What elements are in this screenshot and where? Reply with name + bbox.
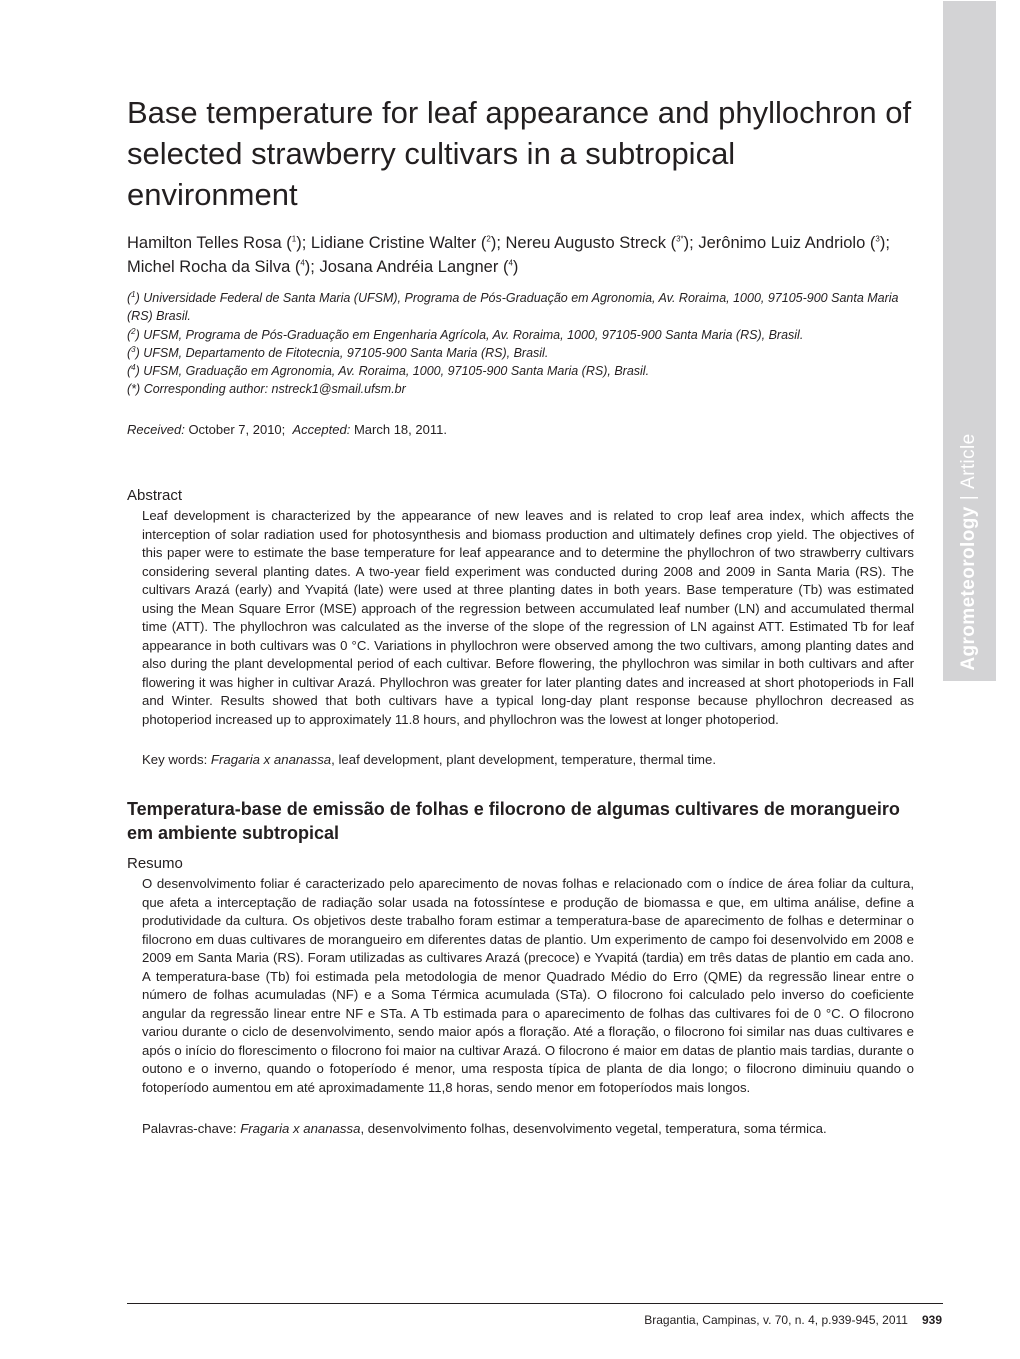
received-accepted-dates bbox=[127, 421, 914, 439]
abstract-body: Leaf development is characterized by the appearance of new leaves and is related to crop leaf area index, which affects the interception of solar radiation used for photosynthesis and biomass production and ultimately defines crop yield. The objectives of this paper were to estimate the base temperature for leaf appearance and to determine the phyllochron of two strawberry cultivars considering several planting dates. A two-year field experiment was conducted during 2008 and 2009 in Santa Maria (RS). The cultivars Arazá (early) and Yvapitá (late) were used at three planting dates in both years. Base temperature (Tb) was estimated using the Mean Square Error (MSE) approach of the regression between accumulated leaf number (LN) and accumulated thermal time (ATT). The phyllochron was calculated as the inverse of the slope of the regression of LN against ATT. Estimated Tb for leaf appearance in both cultivars was 0 °C. Variations in phyllochron were observed among the two cultivars, among planting dates and also during the plant developmental period of each cultivar. Before flowering, the phyllochron was similar in both cultivars and after flowering it was higher in cultivar Arazá. Phyllochron was greater for later planting dates and increased at short photoperiods in Fall and Winter. Results showed that both cultivars have a typical long-day plant response because phyllochron decreased as photoperiod increased up to approximately 11.8 hours, and phyllochron was the lowest at longer photoperiod. bbox=[142, 508, 914, 727]
author-separator: ; bbox=[301, 234, 311, 252]
affiliation-text: UFSM, Graduação em Agronomia, Av. Roraima, 1000, 97105-900 Santa Maria (RS), Brasil. bbox=[143, 364, 650, 379]
accepted-date: March 18, 2011. bbox=[353, 422, 447, 437]
author: Michel Rocha da Silva bbox=[127, 258, 291, 276]
section-label-main: Agrometeorology bbox=[958, 506, 979, 671]
palavras-chave-species: Fragaria x ananassa bbox=[240, 1121, 361, 1136]
corresponding-author: Corresponding author: nstreck1@smail.ufsm.br bbox=[143, 382, 406, 397]
section-label-type: Article bbox=[958, 433, 979, 489]
affiliation-mark: 2 bbox=[131, 326, 136, 336]
received-date: October 7, 2010; bbox=[188, 422, 286, 437]
keywords-list: , leaf development, plant development, temperature, thermal time. bbox=[331, 752, 716, 767]
author-affil-mark: 3 bbox=[875, 234, 880, 244]
page-number: 939 bbox=[921, 1313, 942, 1327]
keywords bbox=[142, 751, 914, 769]
affiliation-mark: 4 bbox=[131, 363, 136, 373]
palavras-chave-label: Palavras-chave: bbox=[142, 1121, 237, 1136]
resumo-body: O desenvolvimento foliar é caracterizado pelo aparecimento de novas folhas e relacionado com o índice de área foliar da cultura, que afeta a interceptação de radiação solar usada na fotossíntese e produção de biomassa e que, em ultima análise, define a produtividade da cultura. Os objetivos deste trabalho foram estimar a temperatura-base de aparecimento de folhas e determinar o filocrono em duas cultivares de morangueiro em diferentes datas de plantio. Um experimento de campo foi desenvolvido em 2008 e 2009 em Santa Maria (RS). Foram utilizadas as cultivares Arazá (precoce) e Yvapitá (tardia) em três datas de plantio em cada ano. A temperatura-base (Tb) foi estimada pela metodologia de menor Quadrado Médio do Erro (QME) da regressão linear entre o número de folhas acumuladas (NF) e a Soma Térmica acumulada (STa). O filocrono foi calculado pelo inverso do coeficiente angular da regressão linear entre NF e STa. A Tb estimada para o aparecimento de folhas das cultivares foi de 0 °C. O filocrono variou durante o ciclo de desenvolvimento, sendo maior após a floração. Até a floração, o filocrono foi similar nas duas cultivares e após o início do florescimento o filocrono foi maior na cultivar Arazá. O filocrono é maior em datas de plantio mais tardias, durante o outono e o inverno, quando o fotoperíodo é menor, uma resposta típica de planta de dia longo; o filocrono diminuiu quando o fotoperíodo aumentou em até aproximadamente 11,8 horas, sendo menor em fotoperíodos mais longos. bbox=[142, 876, 914, 1095]
author-separator: ; bbox=[689, 234, 699, 252]
affiliation: ($^3$) UFSM, Departamento de Fitotecnia, 97105-900 Santa Maria (RS), Brasil. bbox=[127, 344, 549, 360]
author: Nereu Augusto Streck bbox=[505, 234, 667, 252]
author: Jerônimo Luiz Andriolo bbox=[698, 234, 866, 252]
affiliation: ($^4$) UFSM, Graduação em Agronomia, Av. Roraima, 1000, 97105-900 Santa Maria (RS), Brasil. bbox=[127, 363, 650, 379]
section-label-separator: | bbox=[958, 494, 979, 501]
author-list: Hamilton Telles Rosa ($^1$); Lidiane Cristine Walter ($^2$); Nereu Augusto Streck ($^{3*}$); Jerônimo Luiz Andriolo ($^3$); Michel Rocha da Silva ($^4$); Josana Andréia Langner ($^4$) bbox=[127, 234, 890, 276]
author-affil-mark: 1 bbox=[291, 234, 297, 244]
affiliation: (*) Corresponding author: nstreck1@smail.ufsm.br bbox=[127, 382, 406, 397]
keywords-label: Key words: bbox=[142, 752, 208, 767]
accepted-label: Accepted: bbox=[292, 422, 351, 437]
affiliation-text: UFSM, Programa de Pós-Graduação em Engenharia Agrícola, Av. Roraima, 1000, 97105-900 Santa Maria (RS), Brasil. bbox=[143, 327, 804, 342]
affiliation: ($^2$) UFSM, Programa de Pós-Graduação em Engenharia Agrícola, Av. Roraima, 1000, 97105-900 Santa Maria (RS), Brasil. bbox=[127, 326, 804, 342]
page-footer bbox=[644, 1312, 942, 1328]
author: Hamilton Telles Rosa bbox=[127, 234, 282, 252]
affiliation-text: Universidade Federal de Santa Maria (UFSM), Programa de Pós-Graduação em Agronomia, Av. Roraima, 1000, 97105-900 Santa Maria (RS) Brasil. bbox=[127, 291, 899, 324]
keywords-species: Fragaria x ananassa bbox=[210, 752, 332, 767]
author-separator: ; bbox=[310, 258, 320, 276]
affiliation-text: UFSM, Departamento de Fitotecnia, 97105-900 Santa Maria (RS), Brasil. bbox=[143, 345, 549, 360]
affiliation-mark: 3 bbox=[131, 344, 136, 354]
affiliation-mark: * bbox=[131, 382, 137, 397]
author-affil-mark: 4 bbox=[508, 258, 513, 268]
author: Josana Andréia Langner bbox=[319, 258, 499, 276]
portuguese-title: Temperatura-base de emissão de folhas e filocrono de algumas cultivares de morangueiro em ambiente subtropical bbox=[127, 799, 900, 843]
abstract-heading: Abstract bbox=[127, 487, 183, 504]
received-label: Received: bbox=[127, 422, 185, 437]
author-affil-mark: 2 bbox=[486, 234, 491, 244]
author-affil-mark: 4 bbox=[300, 258, 305, 268]
affiliation-list bbox=[127, 289, 914, 399]
article-title: Base temperature for leaf appearance and phyllochron of selected strawberry cultivars in a subtropical environment bbox=[127, 95, 912, 212]
palavras-chave bbox=[142, 1120, 914, 1138]
affiliation: ($^1$) Universidade Federal de Santa Maria (UFSM), Programa de Pós-Graduação em Agronomia, Av. Roraima, 1000, 97105-900 Santa Maria (RS) Brasil. bbox=[127, 289, 899, 324]
author-separator: ; bbox=[885, 234, 890, 252]
author: Lidiane Cristine Walter bbox=[310, 234, 477, 252]
footer-rule bbox=[127, 1303, 943, 1304]
author-affil-mark: 3* bbox=[676, 234, 684, 244]
affiliation-mark: 1 bbox=[131, 289, 136, 299]
author-separator: ; bbox=[496, 234, 506, 252]
journal-citation: Bragantia, Campinas, v. 70, n. 4, p.939-945, 2011 bbox=[644, 1313, 908, 1327]
palavras-chave-list: , desenvolvimento folhas, desenvolvimento vegetal, temperatura, soma térmica. bbox=[360, 1121, 827, 1136]
resumo-heading: Resumo bbox=[127, 855, 183, 872]
